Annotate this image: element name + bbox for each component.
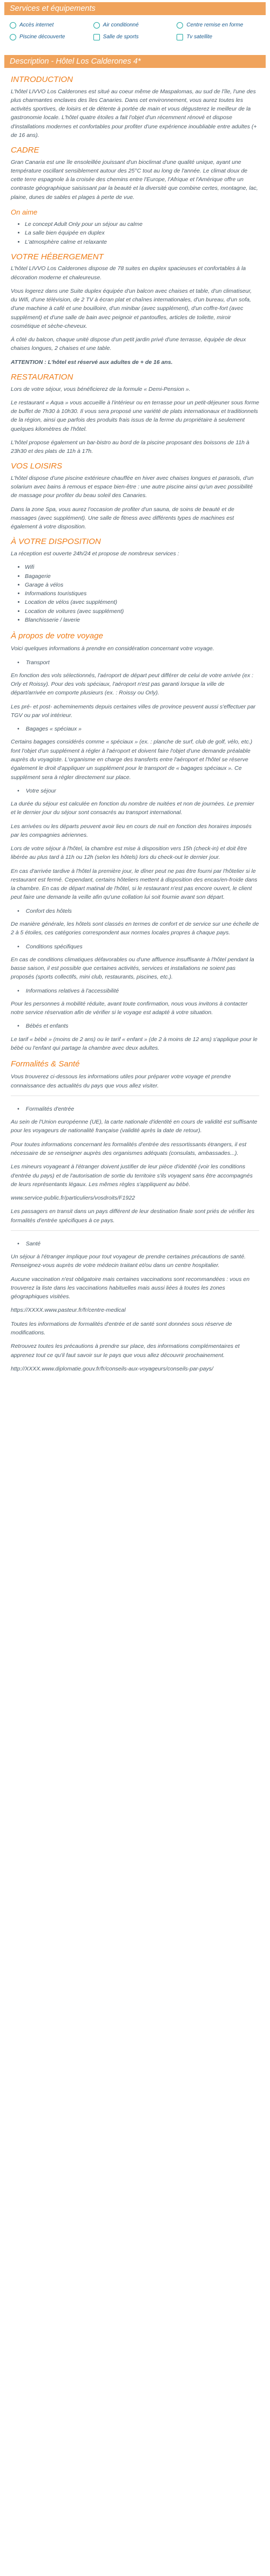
- hebergement-title: VOTRE HÉBERGEMENT: [11, 252, 104, 261]
- sejour-p4: En cas d'arrivée tardive à l'hôtel la première jour, le dîner peut ne pas être fourni par l'hôtelier si le restaurant est fermé. Cependant, certains hôteliers mettent à disposition des encas/en-froide dans la chambre. En cas de départ matinal de l'hôtel, si le restaurant n'est pas encore ouvert, le client peut faire une demande la veille afin qu'une collation lui soit fournie avant son départ.: [11, 867, 258, 901]
- formalites-link[interactable]: www.service-public.fr/particuliers/vosdroits/F1922: [11, 1195, 135, 1202]
- amenity-air-conditioning: Air conditionné: [93, 22, 177, 29]
- restauration-title: RESTAURATION: [11, 373, 73, 382]
- divider: [11, 1230, 259, 1231]
- formalites-entree-label: • Formalités d'entrée: [17, 1105, 259, 1113]
- services-banner: [4, 2, 266, 15]
- disposition-list: [11, 563, 259, 624]
- description-title: Description - Hôtel Los Calderones 4*: [10, 57, 141, 66]
- conditions-label: • Conditions spécifiques: [17, 942, 259, 951]
- tv-icon: [177, 34, 183, 40]
- bagages-p1: Certains bagages considérés comme « spéciaux » (ex. : planche de surf, club de golf, vélo, etc.) font l'objet d'un supplément à régler à l'aéroport et doivent faire l'objet d'une demande préalable auprès du voyagiste. L'organisme en charge des transferts entre l'aéroport et l'hôtel se réserve également le droit d'appliquer un supplément pour le transport de « bagages spéciaux ». Ce supplément sera à régler directement sur place.: [11, 739, 253, 781]
- amenity-pool: Piscine découverte: [10, 33, 93, 41]
- list-item: • L'atmosphère calme et relaxante: [25, 238, 259, 246]
- apropos-title: À propos de votre voyage: [11, 631, 103, 641]
- sports-icon: [93, 34, 100, 40]
- transport-label: • Transport: [17, 658, 259, 667]
- snowflake-icon: [93, 22, 100, 29]
- amenity-sports-room: Salle de sports: [93, 33, 177, 41]
- disposition-intro: La réception est ouverte 24h/24 et propose de nombreux services :: [11, 550, 179, 557]
- transport-p1: En fonction des vols sélectionnés, l'aéroport de départ peut différer de celui de votre arrivée (ex : Orly et Roissy). Pour des vols spéciaux, l'aéroport n'est pas garanti lorsque la ville de départ/arrivée en comporte plusieurs (ex. : Roissy ou Orly).: [11, 672, 254, 697]
- sejour-label: • Votre séjour: [17, 787, 259, 795]
- list-item: • Location de vélos (avec supplément): [25, 598, 259, 607]
- sejour-p3: Lors de votre séjour à l'hôtel, la chambre est mise à disposition vers 15h (check-in) et doit être libérée au plus tard à 11h ou 12h (selon les hôtels) lors du check-out le dernier jour.: [11, 845, 247, 861]
- sante-p1: Un séjour à l'étranger implique pour tout voyageur de prendre certaines précautions de santé. Renseignez-vous auprès de votre médecin traitant et/ou dans un centre hospitalier.: [11, 1253, 246, 1269]
- formalites-p1: Au sein de l'Union européenne (UE), la carte nationale d'identité en cours de validité est suffisante pour les voyageurs de nationalité française (validité après la date de retour).: [11, 1119, 258, 1134]
- sante-link-diplomatie[interactable]: http://XXXX.www.diplomatie.gouv.fr/fr/conseils-aux-voyageurs/conseils-par-pays/: [11, 1365, 213, 1372]
- bagages-label: • Bagages « spéciaux »: [17, 725, 259, 733]
- loisirs-p2: Dans la zone Spa, vous aurez l'occasion de profiter d'un sauna, de soins de beauté et de massages (avec supplément). Une salle de fitness avec différents types de machines est également à votre disposition.: [11, 506, 234, 531]
- sejour-p2: Les arrivées ou les départs peuvent avoir lieu en cours de nuit en fonction des horaires imposés par les compagnies aériennes.: [11, 823, 252, 838]
- hebergement-note: ATTENTION : L'hôtel est réservé aux adultes de + de 16 ans.: [11, 359, 173, 366]
- sante-link-pasteur[interactable]: https://XXXX.www.pasteur.fr/fr/centre-medical: [11, 1307, 126, 1314]
- disposition-title: À VOTRE DISPOSITION: [11, 537, 101, 547]
- hebergement-p1: L'hôtel LIVVO Los Calderones dispose de 78 suites en duplex spacieuses et confortables à la décoration moderne et chaleureuse.: [11, 265, 246, 281]
- list-item: • Location de voitures (avec supplément): [25, 607, 259, 616]
- restauration-p2: Le restaurant « Aqua » vous accueille à l'intérieur ou en terrasse pour un petit-déjeuner sous forme de buffet de 7h30 à 10h30. Il vous sera proposé une variété de plats internationaux et traditionnels de la région, ainsi que parfois des produits frais issus de la ferme du propriétaire à seulement quelques kilomètres de l'hôtel.: [11, 399, 259, 432]
- description-content: [4, 74, 266, 1385]
- amenities-grid: [4, 15, 266, 47]
- list-item: • La salle bien équipée en duplex: [25, 229, 259, 237]
- sejour-p1: La durée du séjour est calculée en fonction du nombre de nuitées et non de journées. Le premier et le dernier jour du séjour sont consacrés au transport international.: [11, 801, 254, 816]
- sante-p2: Aucune vaccination n'est obligatoire mais certaines vaccinations sont recommandées : vous en trouverez la liste dans les vaccinations habituelles mais aussi liées à toutes les zones géographiques visitées.: [11, 1276, 250, 1300]
- conditions-p1: En cas de conditions climatiques défavorables ou d'une affluence insuffisante à l'hôtel pendant la basse saison, il est possible que certaines activités, services et installations ne soient pas proposés (sports collectifs, mini club, restaurants, piscines, etc.).: [11, 956, 254, 981]
- confort-p1: De manière générale, les hôtels sont classés en termes de confort et de service sur une échelle de 2 à 5 étoiles, ces catégories correspondent aux normes locales propres à chaque pays.: [11, 920, 259, 936]
- pool-icon: [10, 34, 16, 40]
- loisirs-p1: L'hôtel dispose d'une piscine extérieure chauffée en hiver avec chaises longues et parasols, d'un solarium avec bains à remous et espace bien-être : une autre piscine ainsi qu'un avec possibilité de massage pour profiter du beau soleil des Canaries.: [11, 474, 254, 499]
- mobilite-p1: Pour les personnes à mobilité réduite, avant toute confirmation, nous vous invitons à contacter notre service réservation afin de vérifier si le voyage est adapté à votre situation.: [11, 1000, 248, 1016]
- list-item: • Wifi: [25, 563, 259, 571]
- transport-p2: Les pré- et post- acheminements depuis certaines villes de province peuvent aussi s'effectuer par TGV ou par vol intérieur.: [11, 703, 256, 719]
- dumbbell-icon: [177, 22, 183, 29]
- formalites-title: Formalités & Santé: [11, 1059, 80, 1069]
- hebergement-p2: Vous logerez dans une Suite duplex équipée d'un balcon avec chaises et table, d'un climatiseur, du Wifi, d'une télévision, de 2 TV à écran plat et chaînes internationales, d'un bureau, d'un sofa, d'une machine à café et une bouilloire, d'un minibar (avec supplément), d'un coffre-fort (avec supplément) et d'une salle de bain avec peignoir et pantoufles, articles de toilette, miroir cosmétique et sèche-cheveux.: [11, 287, 252, 329]
- hebergement-p3: À côté du balcon, chaque unité dispose d'un petit jardin privé d'une terrasse, équipée de deux chaises longues, 2 chaises et une table.: [11, 336, 246, 352]
- formalites-intro: Vous trouverez ci-dessous les informations utiles pour préparer votre voyage et prendre connaissance des actualités du pays que vous allez visiter.: [11, 1073, 231, 1089]
- description-banner: [4, 55, 266, 68]
- formalites-p4: Les passagers en transit dans un pays différent de leur destination finale sont priés de vérifier les formalités d'entrée spécifiques à ce pays.: [11, 1208, 255, 1224]
- wifi-icon: [10, 22, 16, 29]
- apropos-intro: Voici quelques informations à prendre en considération concernant votre voyage.: [11, 645, 214, 652]
- cadre-title: CADRE: [11, 146, 39, 155]
- amenity-internet: Accès internet: [10, 22, 93, 29]
- restauration-p3: L'hôtel propose également un bar-bistro au bord de la piscine proposant des boissons de 11h à 23h30 et des plats de 11h à 17h.: [11, 439, 249, 455]
- sante-p3: Toutes les informations de formalités d'entrée et de santé sont données sous réserve de modifications.: [11, 1320, 232, 1336]
- list-item: • Informations touristiques: [25, 589, 259, 598]
- mobilite-label: • Informations relatives à l'accessibilité: [17, 987, 259, 995]
- bottom-spacer: [11, 1378, 259, 1385]
- sante-label: • Santé: [17, 1239, 259, 1248]
- aime-title: On aime: [11, 208, 38, 216]
- intro-text: L'hôtel LIVVO Los Calderones est situé au coeur même de Maspalomas, au sud de l'île, l'une des plus charmantes enclaves des îles Canaries. Dans cet environnement, vous aurez toutes les activités sportives, de loisirs et de détente à portée de main et vous dégusterez le meilleur de la gastronomie locale. L'hôtel quatre étoiles a fait l'objet d'un récemment rénové et dispose d'installations modernes et confortables pour profiter d'une expérience inoubliable entre adultes (+ de 16 ans).: [11, 88, 257, 139]
- services-title: Services et équipements: [10, 4, 96, 13]
- formalites-p3: Les mineurs voyageant à l'étranger doivent justifier de leur pièce d'identité (voir les conditions d'entrée du pays) et de l'autorisation de sortie du territoire s'ils voyagent sans être accompagnés de leurs représentants légaux. Les mêmes règles s'appliquent au bébé.: [11, 1163, 253, 1188]
- aime-list: [11, 220, 259, 246]
- amenity-tv: Tv satellite: [177, 33, 260, 41]
- list-item: • Le concept Adult Only pour un séjour au calme: [25, 220, 259, 229]
- bebes-label: • Bébés et enfants: [17, 1022, 259, 1030]
- intro-title: INTRODUCTION: [11, 75, 73, 84]
- restauration-p1: Lors de votre séjour, vous bénéficierez de la formule « Demi-Pension ».: [11, 385, 191, 392]
- list-item: • Garage à vélos: [25, 581, 259, 589]
- bebes-p1: Le tarif « bébé » (moins de 2 ans) ou le tarif « enfant » (de 2 à moins de 12 ans) s'applique pour le bébé ou l'enfant qui partage la chambre avec deux adultes.: [11, 1036, 258, 1051]
- list-item: • Bagagerie: [25, 572, 259, 581]
- list-item: • Blanchisserie / laverie: [25, 616, 259, 624]
- amenity-fitness: Centre remise en forme: [177, 22, 260, 29]
- cadre-text: Gran Canaria est une île ensoleillée jouissant d'un bioclimat d'une qualité unique, ayant une température oscillant sensiblement autour des 25°C tout au long de l'année. Le climat doux de cette terre espagnole à la croisée des chemins entre l'Europe, l'Afrique et l'Amérique offre un contraste géographique saisissant par la beauté et la diversité que combine certes, montagne, lac, plaine, dunes de sables et plages à perte de vue.: [11, 159, 258, 201]
- sante-p4: Retrouvez toutes les précautions à prendre sur place, des informations complémentaires et apprenez tout ce qu'il faut savoir sur le pays que vous allez découvrir prochainement.: [11, 1343, 240, 1359]
- formalites-p2: Pour toutes informations concernant les formalités d'entrée des ressortissants étrangers, il est nécessaire de se renseigner auprès des organismes adéquats (consulats, ambassades...).: [11, 1141, 247, 1157]
- loisirs-title: VOS LOISIRS: [11, 462, 63, 471]
- confort-label: • Confort des hôtels: [17, 907, 259, 915]
